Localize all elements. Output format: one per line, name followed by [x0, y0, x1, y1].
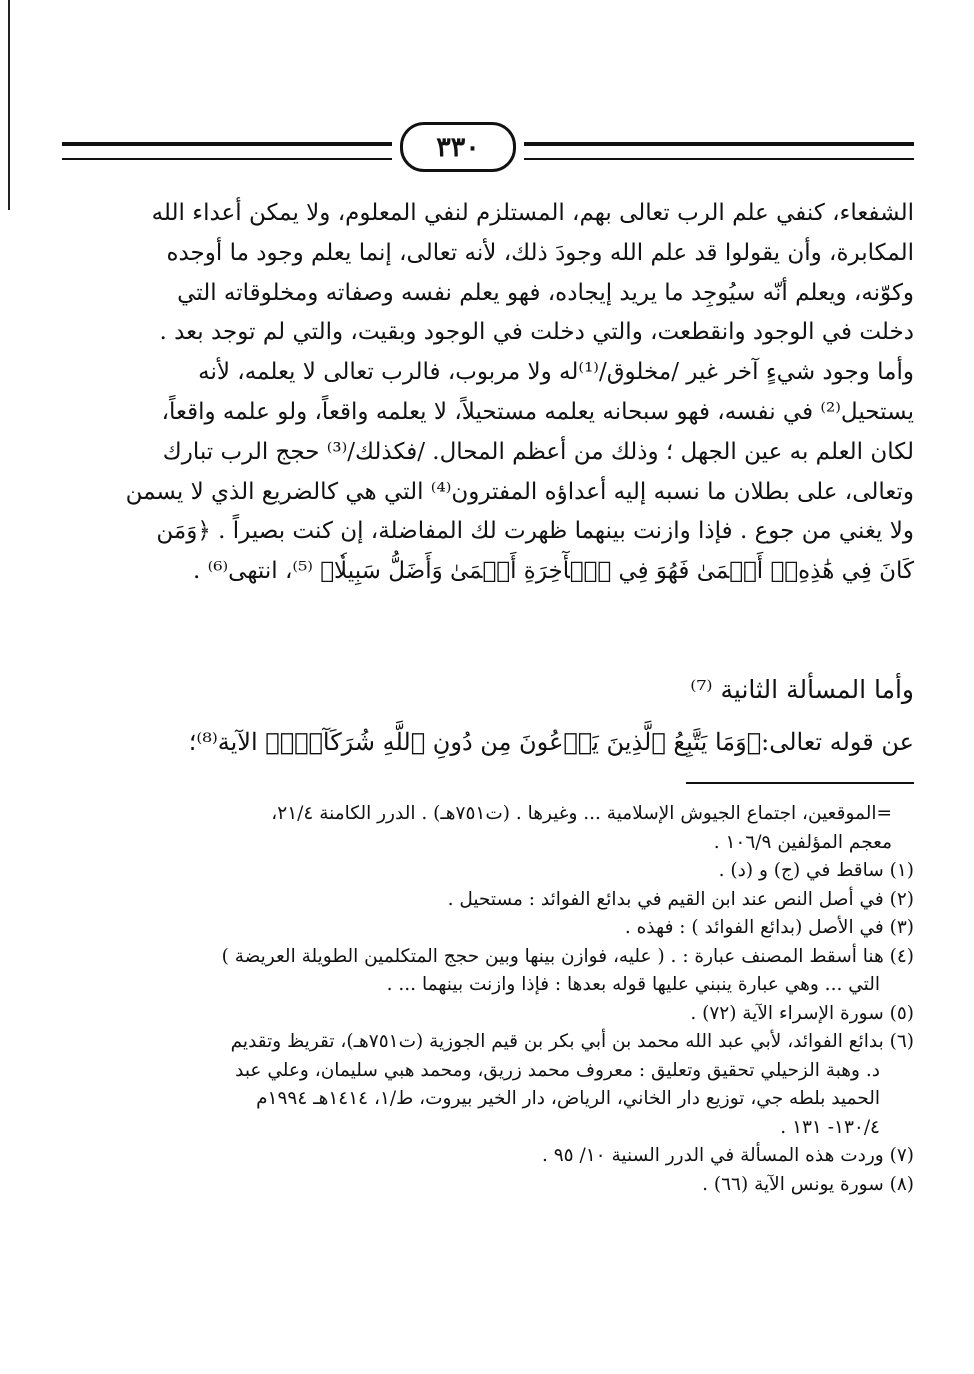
- main-line: وأما وجود شيءٍ آخر غير /مخلوق/⁽¹⁾له ولا مربوب، فالرب تعالى لا يعلمه، لأنه: [198, 359, 914, 386]
- footnote-wrap-line: الحميد بلطه جي، توزيع دار الخاني، الرياض، دار الخير بيروت، ط/١، ١٤١٤هـ ١٩٩٤م: [256, 1088, 880, 1109]
- main-line: لكان العلم به عين الجهل ؛ وذلك من أعظم المحال. /فكذلك/⁽³⁾ حجج الرب تبارك: [162, 438, 914, 465]
- footnote-item: (٨) سورة يونس الآية (٦٦) .: [702, 1173, 914, 1195]
- section-subheading: وأما المسألة الثانية ⁽⁷⁾: [690, 675, 914, 704]
- page-number: [400, 122, 516, 172]
- footnote-item: (٧) وردت هذه المسألة في الدرر السنية ١٠/ ٩٥ .: [541, 1145, 914, 1166]
- header-rule-right: [524, 142, 914, 160]
- header-rule-left: [62, 142, 392, 160]
- footnote-divider: [686, 782, 914, 784]
- main-line: يستحيل⁽²⁾ في نفسه، فهو سبحانه يعلمه مستحيلاً، لا يعلمه واقعاً، ولو علمه واقعاً،: [161, 398, 914, 425]
- footnotes-block: [58, 800, 914, 1199]
- footnote-item: (٥) سورة الإسراء الآية (٧٢) .: [690, 1002, 914, 1024]
- main-line: وكوّنه، ويعلم أنّه سيُوجِد ما يريد إيجاده، فهو يعلم نفسه وصفاته ومخلوقاته التي: [177, 279, 914, 306]
- main-line: الشفعاء، كنفي علم الرب تعالى بهم، المستلزم لنفي المعلوم، ولا يمكن أعداء الله: [151, 200, 914, 226]
- page-header: [62, 118, 914, 178]
- footnote-item: (٦) بدائع الفوائد، لأبي عبد الله محمد بن أبي بكر بن قيم الجوزية (ت٧٥١هـ)، تقريظ وتقديم: [230, 1031, 914, 1052]
- footnote-wrap-line: التي ... وهي عبارة ينبني عليها قوله بعدها : فإذا وازنت بينهما ... .: [386, 974, 880, 995]
- footnote-item: (٤) هنا أسقط المصنف عبارة : . ( عليه، فوازن بينها وبين حجج المتكلمين الطويلة العريضة ): [221, 945, 914, 967]
- main-line: وتعالى، على بطلان ما نسبه إليه أعداؤه المفترون⁽⁴⁾ التي هي كالضريع الذي لا يسمن: [125, 478, 914, 505]
- page-number-text: ٣٣٠: [436, 131, 480, 163]
- main-line: كَانَ فِي هَٰذِهِۦٓ أَعۡمَىٰ فَهُوَ فِي ٱلۡأٓخِرَةِ أَعۡمَىٰ وَأَضَلُّ سَبِيلٗا﴾ ⁽⁵⁾، انتهى⁽⁶⁾ .: [193, 558, 914, 585]
- footnote-wrap-line: د. وهبة الزحيلي تحقيق وتعليق : معروف محمد زريق، ومحمد هبي سليمان، وعلي عبد: [235, 1059, 880, 1081]
- main-text-block: [64, 194, 914, 592]
- footnote-item: (١) ساقط في (ج) و (د) .: [718, 860, 914, 881]
- main-line: ولا يغني من جوع . فإذا وازنت بينهما ظهرت لك المفاضلة، إن كنت بصيراً . ﴿وَمَن: [156, 518, 914, 545]
- footnote-wrap-line: ١٣٠/٤- ١٣١ .: [780, 1116, 880, 1138]
- footnote-continuation: =الموقعين، اجتماع الجيوش الإسلامية ... وغيرها . (ت٧٥١هـ) . الدرر الكامنة ٢١/٤،: [271, 803, 892, 824]
- footnote-item: (٣) في الأصل (بدائع الفوائد ) : فهذه .: [624, 917, 914, 938]
- main-line: المكابرة، وأن يقولوا قد علم الله وجودَ ذلك، لأنه تعالى، إنما يعلم وجود ما أوجده: [166, 239, 914, 266]
- binding-margin-line: [8, 0, 10, 210]
- footnote-continuation: معجم المؤلفين ١٠٦/٩ .: [713, 831, 892, 853]
- main-line: دخلت في الوجود وانقطعت، والتي دخلت في الوجود وبقيت، والتي لم توجد بعد .: [159, 319, 914, 346]
- closing-line: عن قوله تعالى:﴿وَمَا يَتَّبِعُ ٱلَّذِينَ يَدۡعُونَ مِن دُونِ ٱللَّهِ شُرَكَآءَۚ﴾ الآية⁽⁸⁾؛: [188, 728, 914, 756]
- footnote-item: (٢) في أصل النص عند ابن القيم في بدائع الفوائد : مستحيل .: [447, 888, 914, 910]
